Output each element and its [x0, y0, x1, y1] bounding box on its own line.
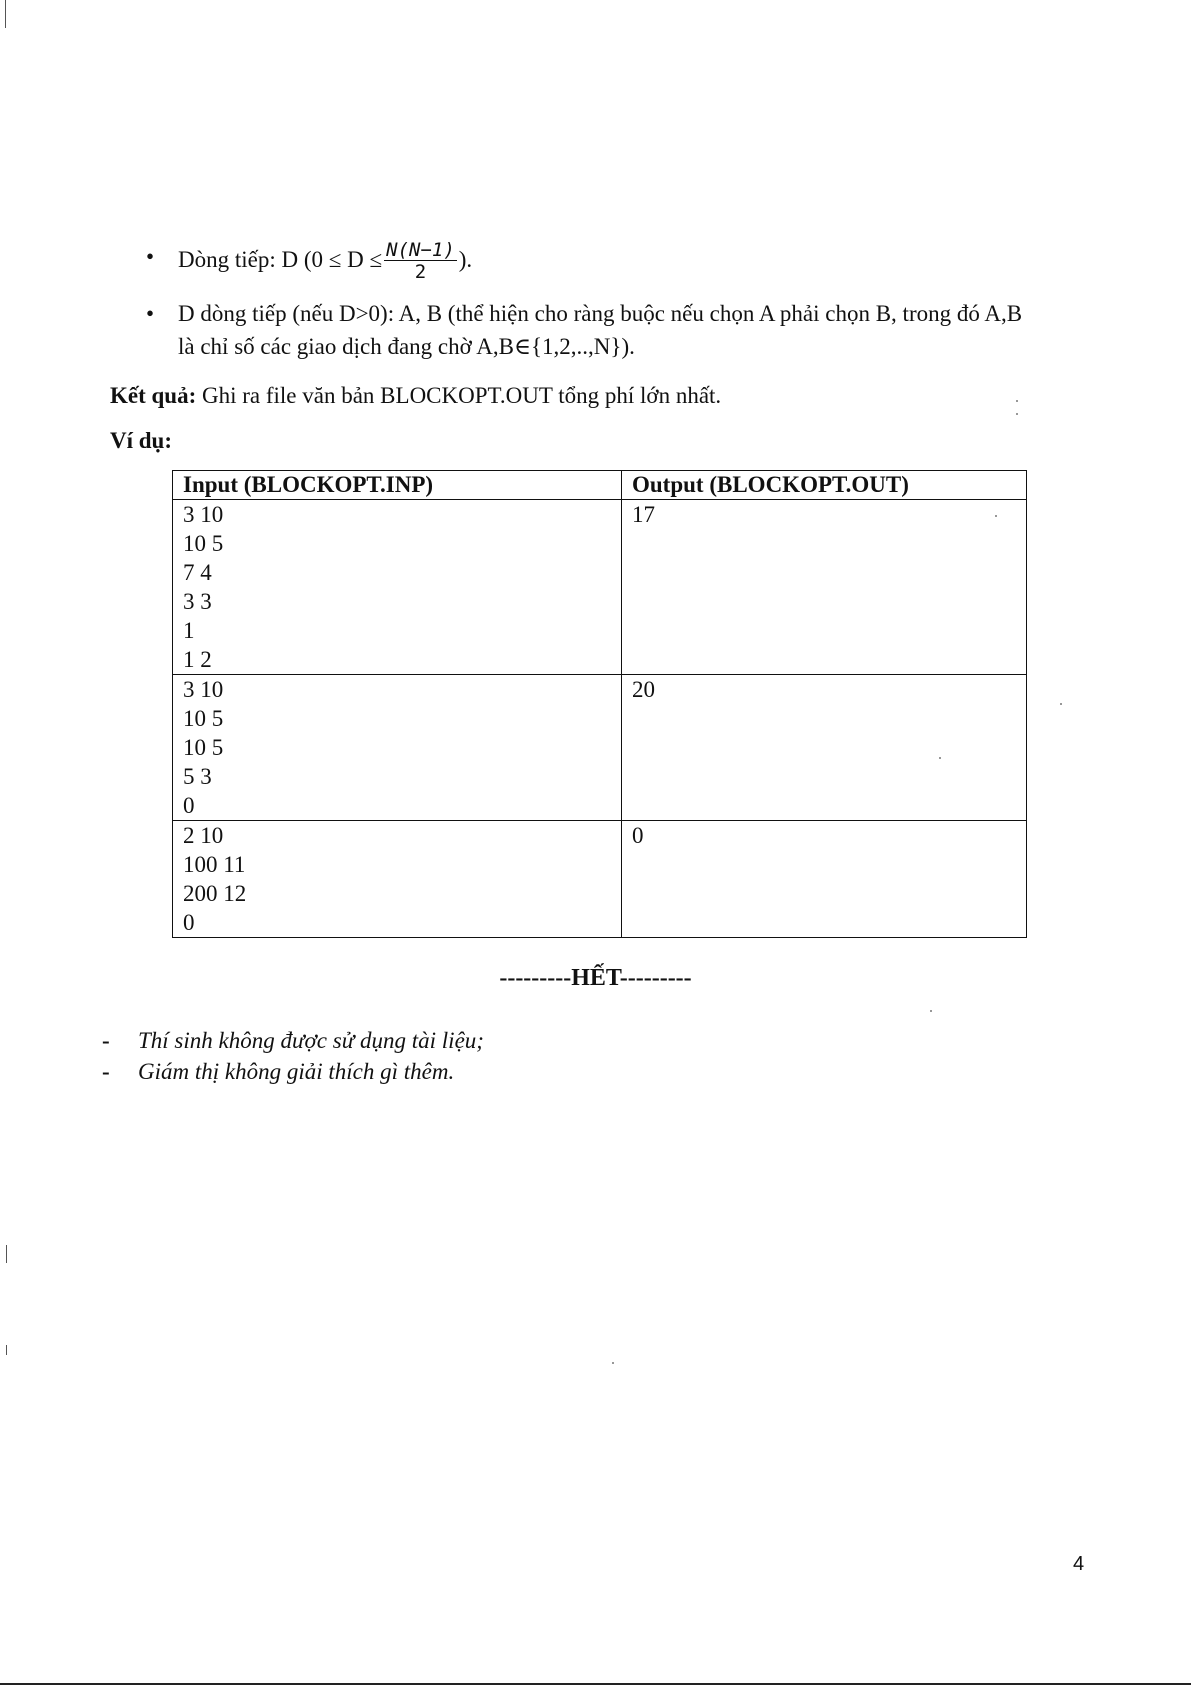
input-line: 2 10 [183, 823, 224, 848]
bullet-dot: • [146, 244, 155, 269]
scan-speck [939, 757, 941, 759]
fraction-numerator: N(N−1) [386, 239, 455, 261]
input-line: 1 2 [183, 647, 212, 672]
input-line: 10 5 [183, 706, 224, 731]
scan-speck [1060, 703, 1062, 705]
input-cell [173, 500, 622, 675]
input-line: 3 10 [183, 677, 224, 702]
input-line: 10 5 [183, 735, 224, 760]
result-text: Ghi ra file văn bản BLOCKOPT.OUT tổng phí lớn nhất. [196, 383, 722, 408]
table-row [173, 675, 1027, 821]
input-cell [173, 675, 622, 821]
result-label: Kết quả: [110, 383, 197, 408]
input-line: 10 5 [183, 531, 224, 556]
bullet-d-suffix: ). [458, 246, 473, 272]
table-row [173, 500, 1027, 675]
bullet-dot: • [146, 301, 155, 326]
table-header-row [173, 471, 1027, 500]
input-line: 0 [183, 910, 195, 935]
page-number: 4 [1073, 1553, 1085, 1575]
input-line: 7 4 [183, 560, 212, 585]
input-line: 200 12 [183, 881, 247, 906]
input-line: 1 [183, 618, 195, 643]
exam-notes [102, 1025, 484, 1087]
note-text: Giám thị không giải thích gì thêm. [138, 1059, 455, 1084]
scan-speck [995, 515, 997, 517]
note-dash: - [102, 1028, 110, 1053]
fraction-denominator: 2 [414, 261, 427, 283]
scan-edge-mark [6, 1345, 7, 1355]
note-dash: - [102, 1059, 110, 1084]
input-line: 100 11 [183, 852, 246, 877]
output-cell [622, 821, 1027, 938]
input-column-header: Input (BLOCKOPT.INP) [173, 471, 622, 500]
output-value: 0 [632, 823, 644, 848]
end-marker: ---------HẾT--------- [499, 965, 692, 991]
input-line: 3 10 [183, 502, 224, 527]
result-paragraph [110, 383, 721, 409]
note-text: Thí sinh không được sử dụng tài liệu; [138, 1028, 484, 1053]
bullet-d-prefix: Dòng tiếp: D (0 ≤ D ≤ [178, 246, 383, 272]
input-line: 5 3 [183, 764, 212, 789]
scan-speck [930, 1010, 932, 1012]
output-cell [622, 675, 1027, 821]
input-cell [173, 821, 622, 938]
note-item [102, 1025, 484, 1056]
table-row [173, 821, 1027, 938]
input-line: 3 3 [183, 589, 212, 614]
output-value: 17 [632, 502, 655, 527]
example-label: Ví dụ: [110, 428, 172, 453]
output-cell [622, 500, 1027, 675]
scan-edge-mark [6, 1245, 7, 1263]
bullet-d-line [140, 240, 1100, 283]
scan-speck [1016, 400, 1018, 402]
input-line: 0 [183, 793, 195, 818]
bullet-constraints-line2: là chỉ số các giao dịch đang chờ A,B∈{1,2,..,N}). [178, 334, 635, 359]
input-format-bullets [140, 240, 1100, 363]
output-column-header: Output (BLOCKOPT.OUT) [622, 471, 1027, 500]
scan-edge-mark [5, 0, 6, 28]
scan-speck [1016, 413, 1018, 415]
note-item [102, 1056, 484, 1087]
scan-speck [612, 1362, 614, 1364]
bullet-constraints-line1: D dòng tiếp (nếu D>0): A, B (thể hiện cho ràng buộc nếu chọn A phải chọn B, trong đó A,B [178, 301, 1023, 326]
example-table [172, 470, 1027, 938]
bullet-constraints [140, 297, 1100, 363]
fraction-n-n-minus-1-over-2 [384, 240, 457, 283]
output-value: 20 [632, 677, 655, 702]
